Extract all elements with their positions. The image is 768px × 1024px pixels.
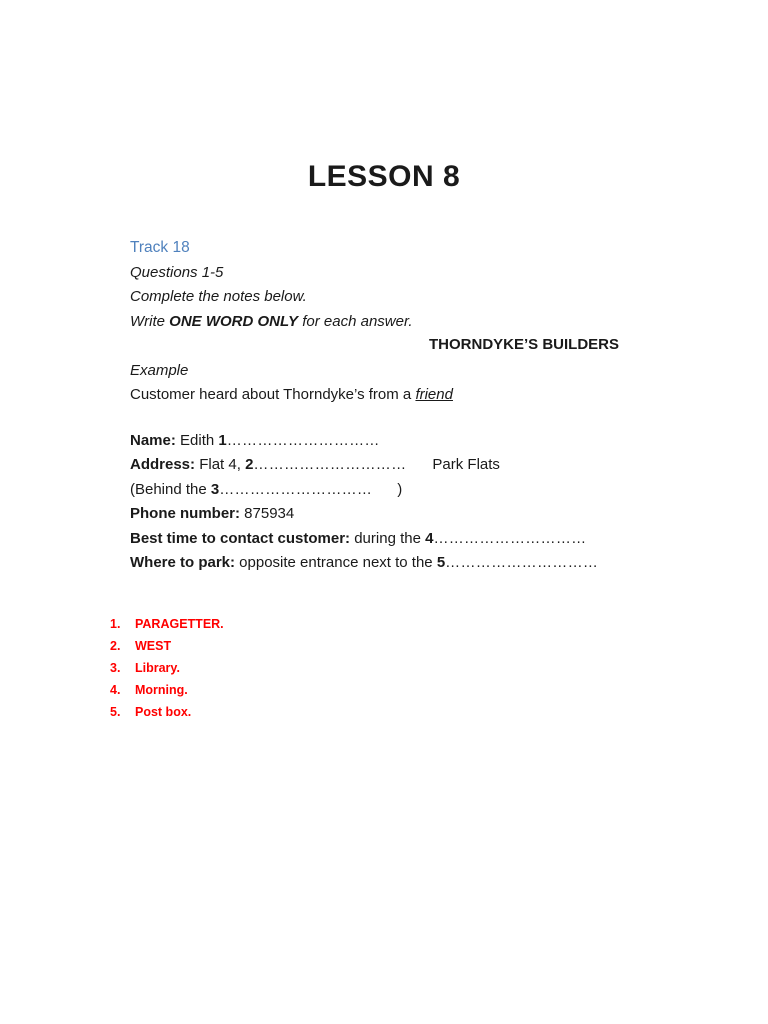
field-best-time-blank: ………………………… (433, 529, 587, 547)
field-behind-pre: (Behind the (130, 480, 211, 498)
field-address (130, 453, 650, 478)
answer-number: 5. (110, 705, 121, 719)
answer-text: Morning. (135, 683, 188, 697)
field-best-time-num: 4 (425, 529, 434, 547)
answer-item (110, 635, 224, 657)
worksheet-body (130, 236, 650, 576)
example-sentence (130, 383, 650, 408)
field-name-num: 1 (218, 431, 227, 449)
field-behind-post: ) (372, 480, 403, 498)
example-label: Example (130, 361, 189, 379)
field-address-suffix: Park Flats (432, 456, 500, 473)
builders-title: THORNDYKE’S BUILDERS (429, 336, 620, 353)
answer-number: 4. (110, 683, 121, 697)
field-name-label: Name: (130, 431, 176, 449)
field-best-time (130, 527, 650, 552)
instruction-write-pre: Write (130, 312, 170, 330)
answer-item (110, 657, 224, 679)
example-answer: friend (415, 386, 453, 403)
instruction-write (130, 310, 650, 335)
field-behind-blank: ………………………… (219, 480, 373, 498)
answer-text: PARAGETTER. (135, 617, 224, 631)
field-address-blank: ………………………… (253, 456, 407, 473)
page-title: LESSON 8 (307, 160, 461, 193)
field-behind-num: 3 (210, 480, 220, 498)
instruction-write-post: for each answer. (298, 312, 413, 330)
answer-text: Post box. (135, 705, 192, 719)
answer-number: 3. (110, 661, 121, 675)
field-address-value: Flat 4, (195, 456, 246, 473)
field-best-time-value: during the (350, 529, 426, 547)
questions-label: Questions 1-5 (130, 263, 224, 281)
field-phone-value: 875934 (240, 505, 295, 522)
answer-item (110, 613, 224, 635)
answer-number: 2. (110, 639, 121, 653)
field-name-value: Edith (175, 431, 219, 449)
spacer (130, 408, 650, 429)
answer-item (110, 701, 224, 723)
field-park-label: Where to park: (130, 554, 236, 571)
instruction-complete: Complete the notes below. (130, 288, 307, 305)
instruction-write-bold: ONE WORD ONLY (169, 312, 299, 330)
field-park-num: 5 (436, 554, 446, 571)
answer-text: Library. (135, 661, 180, 675)
field-name-blank: ………………………… (226, 431, 380, 449)
example-text: Customer heard about Thorndyke’s from a (130, 386, 416, 403)
field-name (130, 429, 650, 454)
field-phone-label: Phone number: (130, 505, 241, 522)
field-park (130, 551, 650, 576)
answer-item (110, 679, 224, 701)
answer-list (110, 613, 224, 723)
field-best-time-label: Best time to contact customer: (130, 529, 351, 547)
field-phone (130, 502, 650, 527)
answer-text: WEST (135, 639, 172, 653)
field-park-value: opposite entrance next to the (235, 554, 437, 571)
field-park-blank: ………………………… (445, 554, 599, 571)
field-address-num: 2 (245, 456, 254, 473)
answer-number: 1. (110, 617, 121, 631)
field-address-label: Address: (130, 456, 196, 473)
field-behind (130, 478, 650, 503)
track-label: Track 18 (130, 239, 190, 256)
